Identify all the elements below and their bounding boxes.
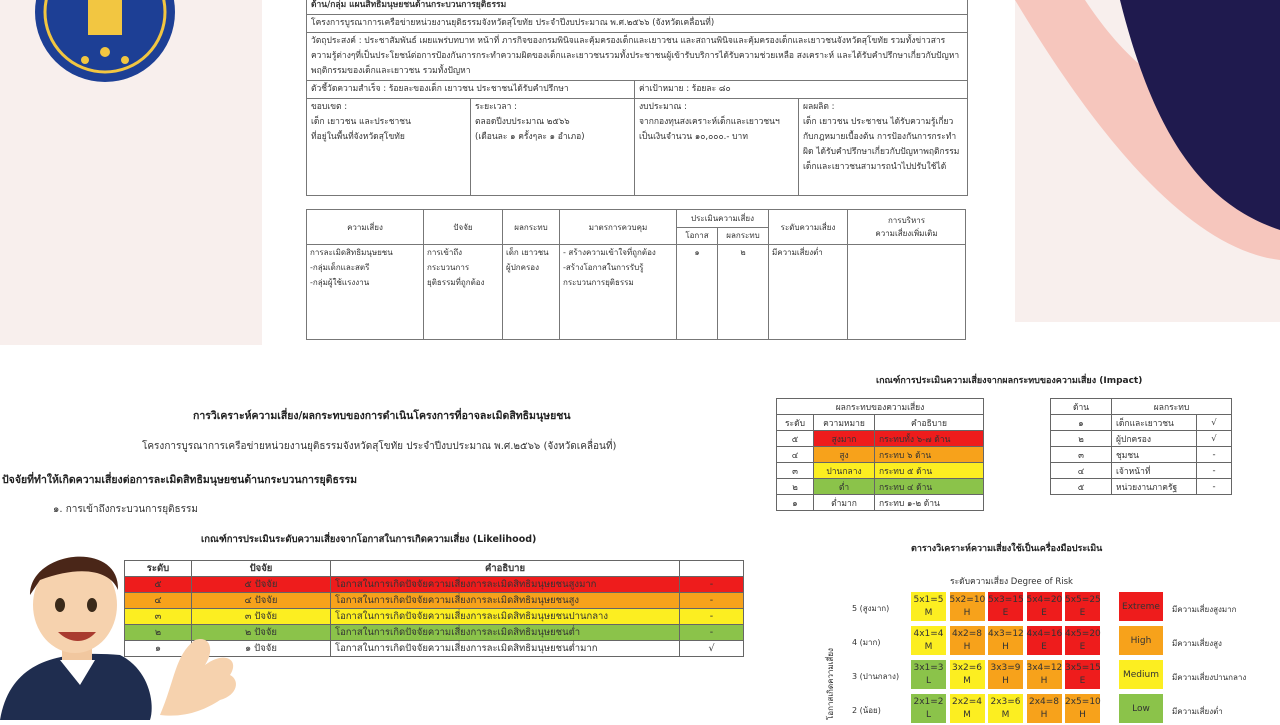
risk-table bbox=[306, 209, 966, 340]
lk-mark: - bbox=[680, 593, 744, 609]
matrix-cell bbox=[949, 693, 986, 724]
lk-factor: ๔ ปัจจัย bbox=[192, 593, 331, 609]
lk-header-desc: คำอธิบาย bbox=[331, 561, 680, 577]
matrix-cell-grade: M bbox=[924, 642, 933, 652]
scope-cell: ขอบเขต : เด็ก เยาวชน และประชาชน ที่อยู่ในพื้นที่จังหวัดสุโขทัย bbox=[307, 99, 471, 196]
matrix-cell-grade: L bbox=[925, 710, 931, 720]
lk-factor: ๓ ปัจจัย bbox=[192, 609, 331, 625]
sides-name: ชุมชน bbox=[1112, 447, 1197, 463]
header-control: มาตรการควบคุม bbox=[560, 210, 677, 245]
matrix-cell bbox=[949, 591, 986, 622]
sides-mark: - bbox=[1197, 479, 1232, 495]
likelihood-title: เกณฑ์การประเมินระดับความเสี่ยงจากโอกาสในการเกิดความเสี่ยง (Likelihood) bbox=[201, 534, 537, 545]
matrix-cell bbox=[910, 659, 947, 690]
sides-name: เจ้าหน้าที่ bbox=[1112, 463, 1197, 479]
impact-row bbox=[777, 479, 984, 495]
matrix-cell-value: 5x3=15 bbox=[988, 595, 1024, 605]
project-info-table bbox=[306, 0, 968, 196]
matrix-cell bbox=[949, 659, 986, 690]
matrix-cell bbox=[987, 591, 1024, 622]
target-cell: ค่าเป้าหมาย : ร้อยละ ๘๐ bbox=[635, 81, 968, 99]
impact-table bbox=[776, 398, 984, 511]
impact-row bbox=[777, 463, 984, 479]
manage-cell bbox=[848, 245, 966, 340]
matrix-title: ตารางวิเคราะห์ความเสี่ยงใช้เป็นเครื่องมือประเมิน bbox=[911, 544, 1103, 554]
lk-factor: ๒ ปัจจัย bbox=[192, 625, 331, 641]
sides-no: ๕ bbox=[1051, 479, 1112, 495]
impact-meaning: สูง bbox=[814, 447, 875, 463]
header-assess: ประเมินความเสี่ยง bbox=[677, 210, 769, 228]
matrix-row-label: 3 (ปานกลาง) bbox=[852, 672, 900, 681]
matrix-row-label: 5 (สูงมาก) bbox=[852, 604, 890, 613]
lk-desc: โอกาสในการเกิดปัจจัยความเสี่ยงการละเมิดสิทธิมนุษยชนปานกลาง bbox=[331, 609, 680, 625]
matrix-subtitle: ระดับความเสี่ยง Degree of Risk bbox=[950, 577, 1073, 587]
matrix-cell bbox=[1026, 693, 1063, 724]
header-impact: ผลกระทบ bbox=[503, 210, 560, 245]
government-seal-logo bbox=[30, 0, 180, 84]
matrix-legend-desc: มีความเสี่ยงสูงมาก bbox=[1172, 605, 1237, 614]
sides-no: ๓ bbox=[1051, 447, 1112, 463]
matrix-legend-swatch: Extreme bbox=[1118, 591, 1164, 622]
lk-factor: ๕ ปัจจัย bbox=[192, 577, 331, 593]
matrix-cell-grade: H bbox=[963, 608, 971, 618]
impact-desc: กระทบ ๑-๒ ด้าน bbox=[875, 495, 984, 511]
sides-header-name: ผลกระทบ bbox=[1112, 399, 1232, 415]
sides-name: เด็กและเยาวชน bbox=[1112, 415, 1197, 431]
matrix-cell bbox=[987, 693, 1024, 724]
impact-header-meaning: ความหมาย bbox=[814, 415, 875, 431]
sides-row bbox=[1051, 447, 1232, 463]
impact-meaning: ต่ำ bbox=[814, 479, 875, 495]
matrix-cell-grade: H bbox=[1079, 710, 1086, 720]
matrix-cell-value: 2x5=10 bbox=[1065, 697, 1101, 707]
impact-row bbox=[777, 431, 984, 447]
lk-level: ๓ bbox=[125, 609, 192, 625]
sides-row bbox=[1051, 463, 1232, 479]
lk-header-mark bbox=[680, 561, 744, 577]
matrix-legend-swatch: High bbox=[1118, 625, 1164, 656]
matrix-cell bbox=[910, 625, 947, 656]
matrix-cell bbox=[987, 625, 1024, 656]
sides-header-no: ด้าน bbox=[1051, 399, 1112, 415]
lk-mark: - bbox=[680, 625, 744, 641]
matrix-cell-grade: H bbox=[963, 642, 971, 652]
indicator-cell: ตัวชี้วัดความสำเร็จ : ร้อยละของเด็ก เยาวชน ประชาชนได้รับคำปรึกษา bbox=[307, 81, 635, 99]
matrix-cell-value: 2x2=4 bbox=[951, 697, 983, 707]
matrix-cell-grade: H bbox=[1002, 642, 1009, 652]
level-cell: มีความเสี่ยงต่ำ bbox=[769, 245, 848, 340]
budget-cell: งบประมาณ : จากกองทุนสงเคราะห์เด็กและเยาวชนฯ เป็นเงินจำนวน ๑๐,๐๐๐.- บาท bbox=[635, 99, 799, 196]
sides-name: ผู้ปกครอง bbox=[1112, 431, 1197, 447]
lk-desc: โอกาสในการเกิดปัจจัยความเสี่ยงการละเมิดสิทธิมนุษยชนสูงมาก bbox=[331, 577, 680, 593]
matrix-cell-value: 4x5=20 bbox=[1065, 629, 1101, 639]
lk-mark: - bbox=[680, 609, 744, 625]
matrix-cell-value: 2x1=2 bbox=[913, 697, 944, 707]
cartoon-man-illustration bbox=[0, 540, 260, 720]
matrix-cell-grade: M bbox=[924, 608, 933, 618]
lk-factor: ๑ ปัจจัย bbox=[192, 641, 331, 657]
sides-row bbox=[1051, 431, 1232, 447]
lk-desc: โอกาสในการเกิดปัจจัยความเสี่ยงการละเมิดสิทธิมนุษยชนสูง bbox=[331, 593, 680, 609]
matrix-cell-value: 5x2=10 bbox=[949, 595, 986, 605]
matrix-cell bbox=[1026, 659, 1063, 690]
impact-header-level: ระดับ bbox=[777, 415, 814, 431]
impact-level: ๔ bbox=[777, 447, 814, 463]
sides-name: หน่วยงานภาครัฐ bbox=[1112, 479, 1197, 495]
matrix-cell-grade: M bbox=[963, 710, 971, 720]
matrix-cell bbox=[910, 591, 947, 622]
matrix-cell-value: 4x4=16 bbox=[1026, 629, 1063, 639]
lk-desc: โอกาสในการเกิดปัจจัยความเสี่ยงการละเมิดสิทธิมนุษยชนต่ำ bbox=[331, 625, 680, 641]
matrix-cell-value: 3x1=3 bbox=[913, 663, 944, 673]
analysis-project: โครงการบูรณาการเครือข่ายหน่วยงานยุติธรรมจังหวัดสุโขทัย ประจำปีงบประมาณ พ.ศ.๒๕๖๖ (จังหวัดเคลื่อนที่) bbox=[142, 441, 617, 452]
impact-group-header: ผลกระทบของความเสี่ยง bbox=[777, 399, 984, 415]
matrix-cell-grade: E bbox=[1079, 676, 1086, 686]
header-level: ระดับความเสี่ยง bbox=[769, 210, 848, 245]
decorative-shapes bbox=[1015, 0, 1280, 322]
header-chance: โอกาส bbox=[677, 227, 718, 245]
matrix-row-label: 4 (มาก) bbox=[852, 638, 881, 647]
lk-level: ๕ bbox=[125, 577, 192, 593]
header-risk: ความเสี่ยง bbox=[307, 210, 424, 245]
matrix-cell bbox=[1064, 625, 1101, 656]
sides-no: ๒ bbox=[1051, 431, 1112, 447]
matrix-cell-grade: E bbox=[1079, 608, 1086, 618]
matrix-cell-grade: M bbox=[963, 676, 971, 686]
header-factor: ปัจจัย bbox=[424, 210, 503, 245]
matrix-cell-value: 4x2=8 bbox=[951, 629, 983, 639]
matrix-row-label: 2 (น้อย) bbox=[852, 706, 881, 715]
right-background-panel bbox=[1015, 0, 1280, 322]
matrix-cell-value: 3x5=15 bbox=[1065, 663, 1101, 673]
impact-level: ๓ bbox=[777, 463, 814, 479]
sides-mark: - bbox=[1197, 463, 1232, 479]
lk-level: ๔ bbox=[125, 593, 192, 609]
factor-heading: ปัจจัยที่ทำให้เกิดความเสี่ยงต่อการละเมิดสิทธิมนุษยชนด้านกระบวนการยุติธรรม bbox=[2, 474, 358, 486]
matrix-cell bbox=[949, 625, 986, 656]
lk-header-factor: ปัจจัย bbox=[192, 561, 331, 577]
impact2-cell: ๒ bbox=[718, 245, 769, 340]
sides-row bbox=[1051, 479, 1232, 495]
matrix-cell-value: 3x3=9 bbox=[990, 663, 1021, 673]
matrix-cell bbox=[1026, 625, 1063, 656]
project-row: โครงการบูรณาการเครือข่ายหน่วยงานยุติธรรมจังหวัดสุโขทัย ประจำปีงบประมาณ พ.ศ.๒๕๖๖ (จังหวัดเคลื่อนที่) bbox=[307, 15, 968, 33]
impact-desc: กระทบ ๕ ด้าน bbox=[875, 463, 984, 479]
impact-level: ๕ bbox=[777, 431, 814, 447]
matrix-cell-grade: E bbox=[1041, 608, 1047, 618]
matrix-cell-value: 5x4=20 bbox=[1026, 595, 1063, 605]
impact-cell: เด็ก เยาวชน ผู้ปกครอง bbox=[503, 245, 560, 340]
matrix-cell-value: 5x1=5 bbox=[913, 595, 944, 605]
sides-table bbox=[1050, 398, 1232, 495]
impact-meaning: ต่ำมาก bbox=[814, 495, 875, 511]
chance-cell: ๑ bbox=[677, 245, 718, 340]
lk-mark: - bbox=[680, 577, 744, 593]
matrix-cell-grade: M bbox=[1001, 710, 1010, 720]
matrix-cell-value: 2x3=6 bbox=[990, 697, 1021, 707]
matrix-cell-grade: L bbox=[925, 676, 931, 686]
matrix-legend-swatch: Low bbox=[1118, 693, 1164, 724]
matrix-cell-value: 2x4=8 bbox=[1028, 697, 1060, 707]
plan-row: ด้าน/กลุ่ม แผนสิทธิมนุษยชนด้านกระบวนการยุติธรรม bbox=[307, 0, 968, 15]
impact-desc: กระทบทั้ง ๖-๗ ด้าน bbox=[875, 431, 984, 447]
sides-row bbox=[1051, 415, 1232, 431]
impact-desc: กระทบ ๔ ด้าน bbox=[875, 479, 984, 495]
impact-level: ๑ bbox=[777, 495, 814, 511]
matrix-cell-grade: H bbox=[1040, 676, 1048, 686]
matrix-cell bbox=[1064, 659, 1101, 690]
sides-mark: √ bbox=[1197, 431, 1232, 447]
impact-row bbox=[777, 447, 984, 463]
impact-desc: กระทบ ๖ ด้าน bbox=[875, 447, 984, 463]
analysis-title: การวิเคราะห์ความเสี่ยง/ผลกระทบของการดำเนินโครงการที่อาจละเมิดสิทธิมนุษยชน bbox=[193, 410, 571, 422]
impact-row bbox=[777, 495, 984, 511]
matrix-cell-grade: E bbox=[1041, 642, 1047, 652]
header-impact2: ผลกระทบ bbox=[718, 227, 769, 245]
matrix-cell-grade: H bbox=[1002, 676, 1009, 686]
factor-item: ๑. การเข้าถึงกระบวนการยุติธรรม bbox=[53, 504, 198, 515]
lk-level: ๑ bbox=[125, 641, 192, 657]
sides-mark: √ bbox=[1197, 415, 1232, 431]
risk-cell: การละเมิดสิทธิมนุษยชน -กลุ่มเด็กและสตรี -กลุ่มผู้ใช้แรงงาน bbox=[307, 245, 424, 340]
matrix-legend-desc: มีความเสี่ยงสูง bbox=[1172, 639, 1222, 648]
sides-no: ๑ bbox=[1051, 415, 1112, 431]
impact-meaning: ปานกลาง bbox=[814, 463, 875, 479]
impact-header-desc: คำอธิบาย bbox=[875, 415, 984, 431]
matrix-legend-desc: มีความเสี่ยงปานกลาง bbox=[1172, 673, 1247, 682]
matrix-cell bbox=[910, 693, 947, 724]
matrix-cell-grade: E bbox=[1079, 642, 1086, 652]
factor-cell: การเข้าถึง กระบวนการ ยุติธรรมที่ถูกต้อง bbox=[424, 245, 503, 340]
lk-header-level: ระดับ bbox=[125, 561, 192, 577]
lk-mark: √ bbox=[680, 641, 744, 657]
matrix-cell-value: 4x3=12 bbox=[988, 629, 1024, 639]
lk-level: ๒ bbox=[125, 625, 192, 641]
matrix-cell-value: 3x4=12 bbox=[1026, 663, 1063, 673]
matrix-y-axis-label: โอกาสเกิดความเสี่ยง bbox=[826, 648, 835, 720]
sides-mark: - bbox=[1197, 447, 1232, 463]
lk-desc: โอกาสในการเกิดปัจจัยความเสี่ยงการละเมิดสิทธิมนุษยชนต่ำมาก bbox=[331, 641, 680, 657]
header-manage: การบริหาร ความเสี่ยงเพิ่มเติม bbox=[848, 210, 966, 245]
matrix-cell-value: 3x2=6 bbox=[951, 663, 983, 673]
period-cell: ระยะเวลา : ตลอดปีงบประมาณ ๒๕๖๖ (เดือนละ ๑ ครั้งๆละ ๑ อำเภอ) bbox=[471, 99, 635, 196]
matrix-cell-grade: H bbox=[1040, 710, 1048, 720]
matrix-cell bbox=[987, 659, 1024, 690]
control-cell: - สร้างความเข้าใจที่ถูกต้อง -สร้างโอกาสในการรับรู้ กระบวนการยุติธรรม bbox=[560, 245, 677, 340]
impact-meaning: สูงมาก bbox=[814, 431, 875, 447]
matrix-cell bbox=[1064, 591, 1101, 622]
matrix-cell-value: 5x5=25 bbox=[1065, 595, 1101, 605]
matrix-legend-desc: มีความเสี่ยงต่ำ bbox=[1172, 707, 1223, 716]
matrix-cell bbox=[1064, 693, 1101, 724]
impact-title: เกณฑ์การประเมินความเสี่ยงจากผลกระทบของความเสี่ยง (Impact) bbox=[876, 376, 1143, 386]
sides-no: ๔ bbox=[1051, 463, 1112, 479]
output-cell: ผลผลิต : เด็ก เยาวชน ประชาชน ได้รับความรู้เกี่ยวกับกฎหมายเบื้องต้น การป้องกันการกระทำผิด ได้รับคำปรึกษาเกี่ยวกับปัญหาพฤติกรรมเด็กและเยาวชนสามารถนำไปปรับใช้ได้ bbox=[799, 99, 968, 196]
matrix-cell-value: 4x1=4 bbox=[913, 629, 944, 639]
matrix-legend-swatch: Medium bbox=[1118, 659, 1164, 690]
matrix-cell-grade: E bbox=[1002, 608, 1009, 618]
matrix-cell bbox=[1026, 591, 1063, 622]
objective-row: วัตถุประสงค์ : ประชาสัมพันธ์ เผยแพร่บทบาท หน้าที่ ภารกิจของกรมพินิจและคุ้มครองเด็กและเยาวชน และสถานพินิจและคุ้มครองเด็กและเยาวชนจังหวัดสุโขทัย รวมทั้งข่าวสาร ความรู้ต่างๆที่เป็นประโยชน์ต่อการป้องกันการกระทำความผิดของเด็กและเยาวชนรวมทั้งประชาชนผู้เข้ารับบริการได้รับความช่วยเหลือ สงเคราะห์ และได้รับคำปรึกษาเกี่ยวกับปัญหาพฤติกรรมของเด็กและเยาวชน รวมทั้งปัญหา bbox=[307, 33, 968, 81]
impact-level: ๒ bbox=[777, 479, 814, 495]
